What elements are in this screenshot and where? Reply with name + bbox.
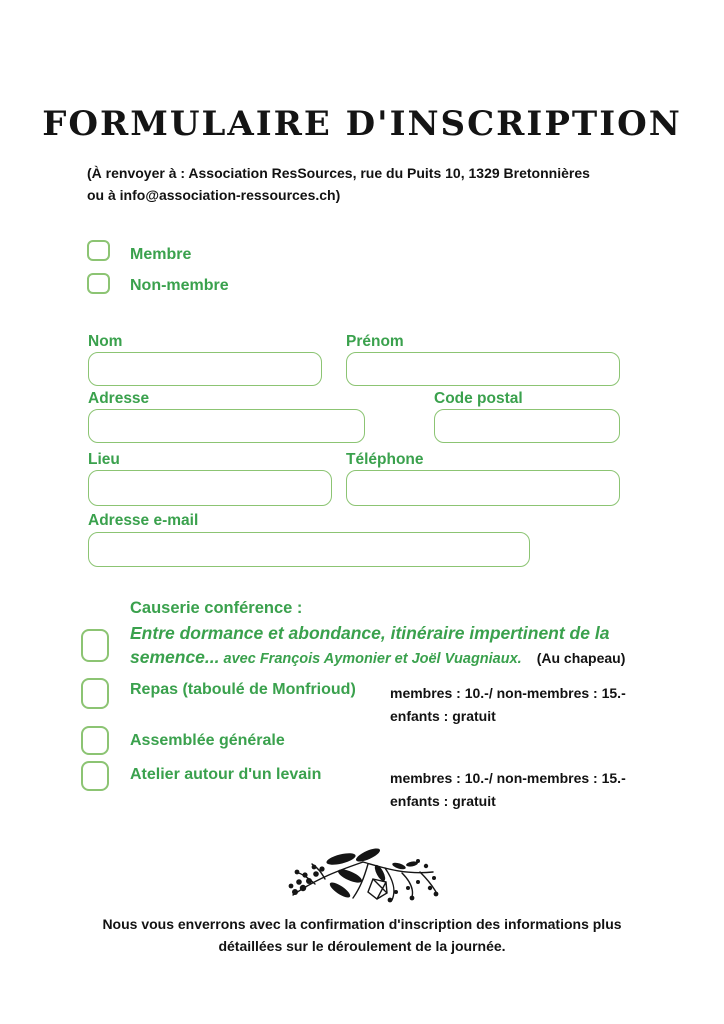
send-to-note	[87, 162, 647, 206]
repas-price-line1: membres : 10.-/ non-membres : 15.-	[390, 685, 626, 701]
lieu-input[interactable]	[88, 470, 332, 506]
repas-price	[390, 682, 626, 727]
causerie-subtitle-line2	[130, 647, 625, 668]
footer-note	[0, 913, 724, 957]
footer-line2: détaillées sur le déroulement de la journée.	[218, 938, 506, 954]
adresse-label: Adresse	[88, 390, 150, 407]
atelier-label: Atelier autour d'un levain	[130, 766, 322, 783]
causerie-speakers: avec François Aymonier et Joël Vuagniaux.	[219, 651, 522, 667]
code-postal-label: Code postal	[434, 390, 523, 407]
causerie-price-note: (Au chapeau)	[536, 650, 626, 666]
lieu-label: Lieu	[88, 451, 120, 468]
causerie-subtitle-lead: semence...	[130, 647, 220, 667]
assemblee-checkbox[interactable]	[81, 726, 109, 755]
send-to-line1: (À renvoyer à : Association ResSources, rue du Puits 10, 1329 Bretonnières	[87, 165, 590, 181]
nom-label: Nom	[88, 333, 123, 350]
prenom-label: Prénom	[346, 333, 404, 350]
telephone-label: Téléphone	[346, 451, 424, 468]
prenom-input[interactable]	[346, 352, 620, 386]
atelier-price-line2: enfants : gratuit	[390, 792, 496, 809]
atelier-checkbox[interactable]	[81, 761, 109, 791]
atelier-price-line1: membres : 10.-/ non-membres : 15.-	[390, 770, 626, 786]
footer-line1: Nous vous enverrons avec la confirmation d'inscription des informations plus	[102, 916, 622, 932]
member-label: Membre	[130, 246, 192, 263]
atelier-price	[390, 767, 626, 812]
causerie-checkbox[interactable]	[81, 629, 109, 662]
assemblee-label: Assemblée générale	[130, 732, 285, 749]
send-to-line2: ou à info@association-ressources.ch)	[87, 187, 341, 203]
causerie-title: Causerie conférence :	[130, 599, 303, 617]
repas-label: Repas (taboulé de Monfrioud)	[130, 681, 356, 698]
email-input[interactable]	[88, 532, 530, 567]
repas-price-line2: enfants : gratuit	[390, 707, 496, 724]
telephone-input[interactable]	[346, 470, 620, 506]
email-label: Adresse e-mail	[88, 512, 199, 529]
member-checkbox[interactable]	[87, 240, 110, 261]
non-member-label: Non-membre	[130, 277, 229, 294]
botanical-ornament-icon	[283, 847, 445, 907]
non-member-checkbox[interactable]	[87, 273, 110, 294]
causerie-subtitle-line1: Entre dormance et abondance, itinéraire impertinent de la	[130, 623, 610, 643]
adresse-input[interactable]	[88, 409, 365, 443]
page-title: FORMULAIRE D'INSCRIPTION	[42, 104, 682, 144]
repas-checkbox[interactable]	[81, 678, 109, 709]
nom-input[interactable]	[88, 352, 322, 386]
code-postal-input[interactable]	[434, 409, 620, 443]
causerie-block	[130, 599, 625, 668]
